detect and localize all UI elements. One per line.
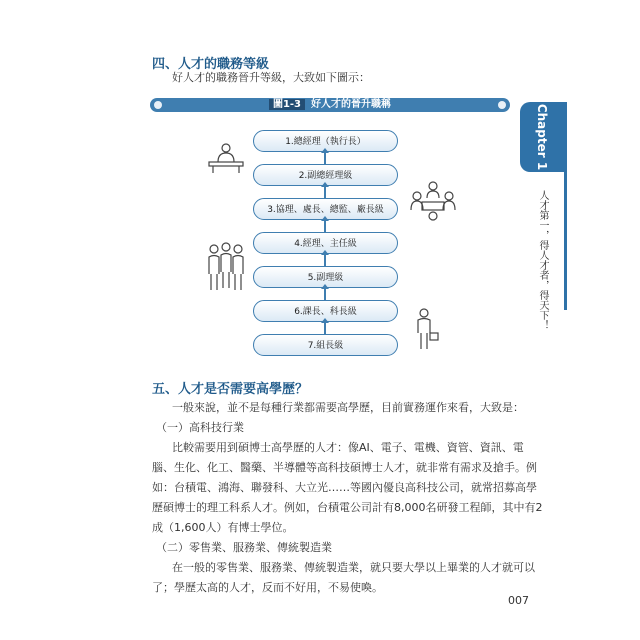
section-4-heading: 四、人才的職務等級 (152, 57, 270, 72)
figure-title (150, 98, 510, 112)
figure-title-banner (150, 98, 510, 112)
item-1-line: 歷碩博士的理工科系人才。例如，台積電公司計有8,000名研發工程師，其中有2 (152, 501, 543, 514)
team-group-icon (205, 242, 247, 292)
chapter-tab-rule (564, 102, 567, 310)
item-1-line: 成（1,600人）有博士學位。 (152, 521, 294, 534)
section-5-heading: 五、人才是否需要高學歷？ (152, 382, 309, 397)
section-4-intro: 好人才的職務晉升等級，大致如下圖示： (172, 71, 370, 84)
level-5-pill: 5.副理級 (253, 266, 398, 288)
level-4-pill: 4.經理、主任級 (253, 232, 398, 254)
item-1-line: 比較需要用到碩博士高學歷的人才：像AI、電子、電機、資管、資訊、電 (172, 441, 524, 454)
level-2-pill: 2.副總經理級 (253, 164, 398, 186)
level-3-pill: 3.協理、處長、總監、廠長級 (253, 198, 398, 220)
level-6-pill: 6.課長、科長級 (253, 300, 398, 322)
level-1-pill: 1.總經理（執行長） (253, 130, 398, 152)
figure-number: 圖1-3 (269, 99, 305, 110)
item-2-line: 在一般的零售業、服務業、傳統製造業，就只要大學以上畢業的人才就可以 (172, 561, 535, 574)
item-1-title: （一）高科技行業 (156, 421, 244, 434)
item-1-line: 腦、生化、化工、醫藥、半導體等高科技碩博士人才，就非常有需求及搶手。例 (152, 461, 537, 474)
chapter-label: Chapter 1 (535, 103, 549, 171)
executive-at-desk-icon (205, 142, 247, 174)
figure-caption: 好人才的晉升職稱 (311, 99, 392, 110)
chapter-tab (520, 102, 564, 172)
chapter-subtitle: 人才第一，得人才者，得天下！ (537, 190, 548, 330)
level-7-pill: 7.組長級 (253, 334, 398, 356)
item-1-line: 如：台積電、鴻海、聯發科、大立光……等國內優良高科技公司，就常招募高學 (152, 481, 537, 494)
meeting-table-icon (408, 180, 458, 224)
item-2-title: （二）零售業、服務業、傳統製造業 (156, 541, 332, 554)
staff-with-briefcase-icon (413, 307, 439, 351)
page-number: 007 (508, 594, 529, 607)
section-5-intro: 一般來說，並不是每種行業都需要高學歷，目前實務運作來看，大致是： (172, 401, 524, 414)
item-2-line: 了；學歷太高的人才，反而不好用，不易使喚。 (152, 581, 383, 594)
